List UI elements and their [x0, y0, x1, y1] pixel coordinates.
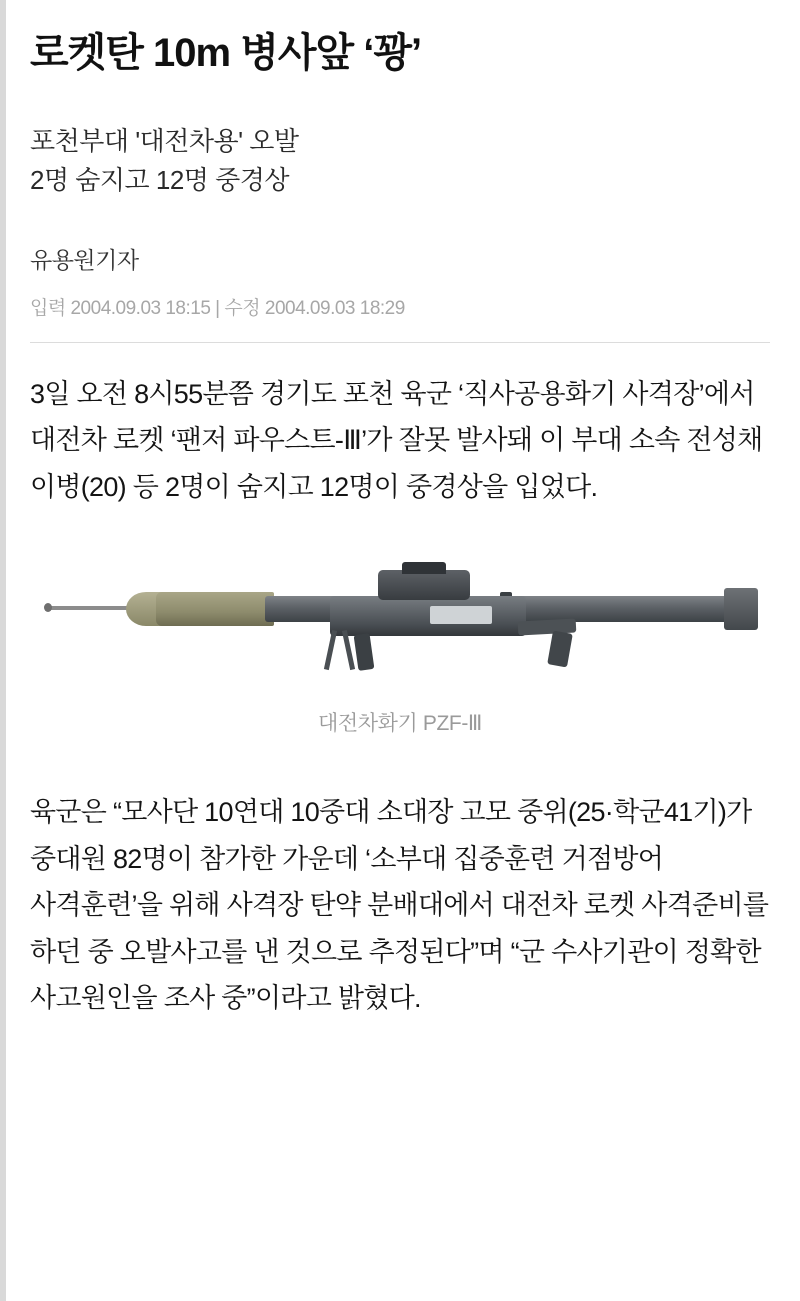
- byline[interactable]: 유용원기자: [30, 247, 139, 273]
- figure-caption: 대전차화기 PZF-Ⅲ: [318, 712, 482, 736]
- article-figure: [30, 550, 770, 737]
- launcher-label-plate-shape: [430, 606, 492, 624]
- article-paragraph-2: 육군은 “모사단 10연대 10중대 소대장 고모 중위(25·학군41기)가 중대원 82명이 참가한 가운데 ‘소부대 집중훈련 거점방어 사격훈련’을 위해 사격장 탄약 분배대에서 대전차 로켓 사격준비를 하던 중 오발사고를 낸 것으로 추정된다”며 “군 수사기관이 정확한 사고원인을 조사 중”이라고 밝혔다.: [30, 797, 769, 1014]
- timestamps: 입력 2004.09.03 18:15 | 수정 2004.09.03 18:29: [30, 298, 405, 319]
- subhead-line-2: 2명 숨지고 12명 중경상: [30, 165, 289, 195]
- anti-tank-launcher-photo: [30, 550, 770, 685]
- left-edge-rail: [0, 0, 6, 1301]
- probe-rod-shape: [48, 606, 132, 610]
- subhead-line-1: 포천부대 '대전차용' 오발: [30, 126, 299, 156]
- warhead-body-shape: [156, 592, 274, 626]
- sight-top-shape: [402, 562, 446, 574]
- optical-sight-shape: [378, 570, 470, 600]
- page-title: 로켓탄 10m 병사앞 ‘꽝’: [30, 31, 422, 75]
- tube-end-cap-shape: [724, 588, 758, 630]
- header-divider: [30, 342, 770, 343]
- front-grip-shape: [354, 633, 375, 671]
- bipod-leg-left-shape: [324, 630, 337, 670]
- subhead-group: [30, 122, 770, 200]
- article-paragraph-1: 3일 오전 8시55분쯤 경기도 포천 육군 ‘직사공용화기 사격장’에서 대전차 로켓 ‘팬저 파우스트-Ⅲ’가 잘못 발사돼 이 부대 소속 전성채 이병(20) 등 2명이 숨지고 12명이 중경상을 입었다.: [30, 379, 763, 502]
- probe-tip-shape: [44, 603, 52, 612]
- launcher-body-shape: [330, 596, 526, 636]
- rear-grip-shape: [547, 631, 573, 668]
